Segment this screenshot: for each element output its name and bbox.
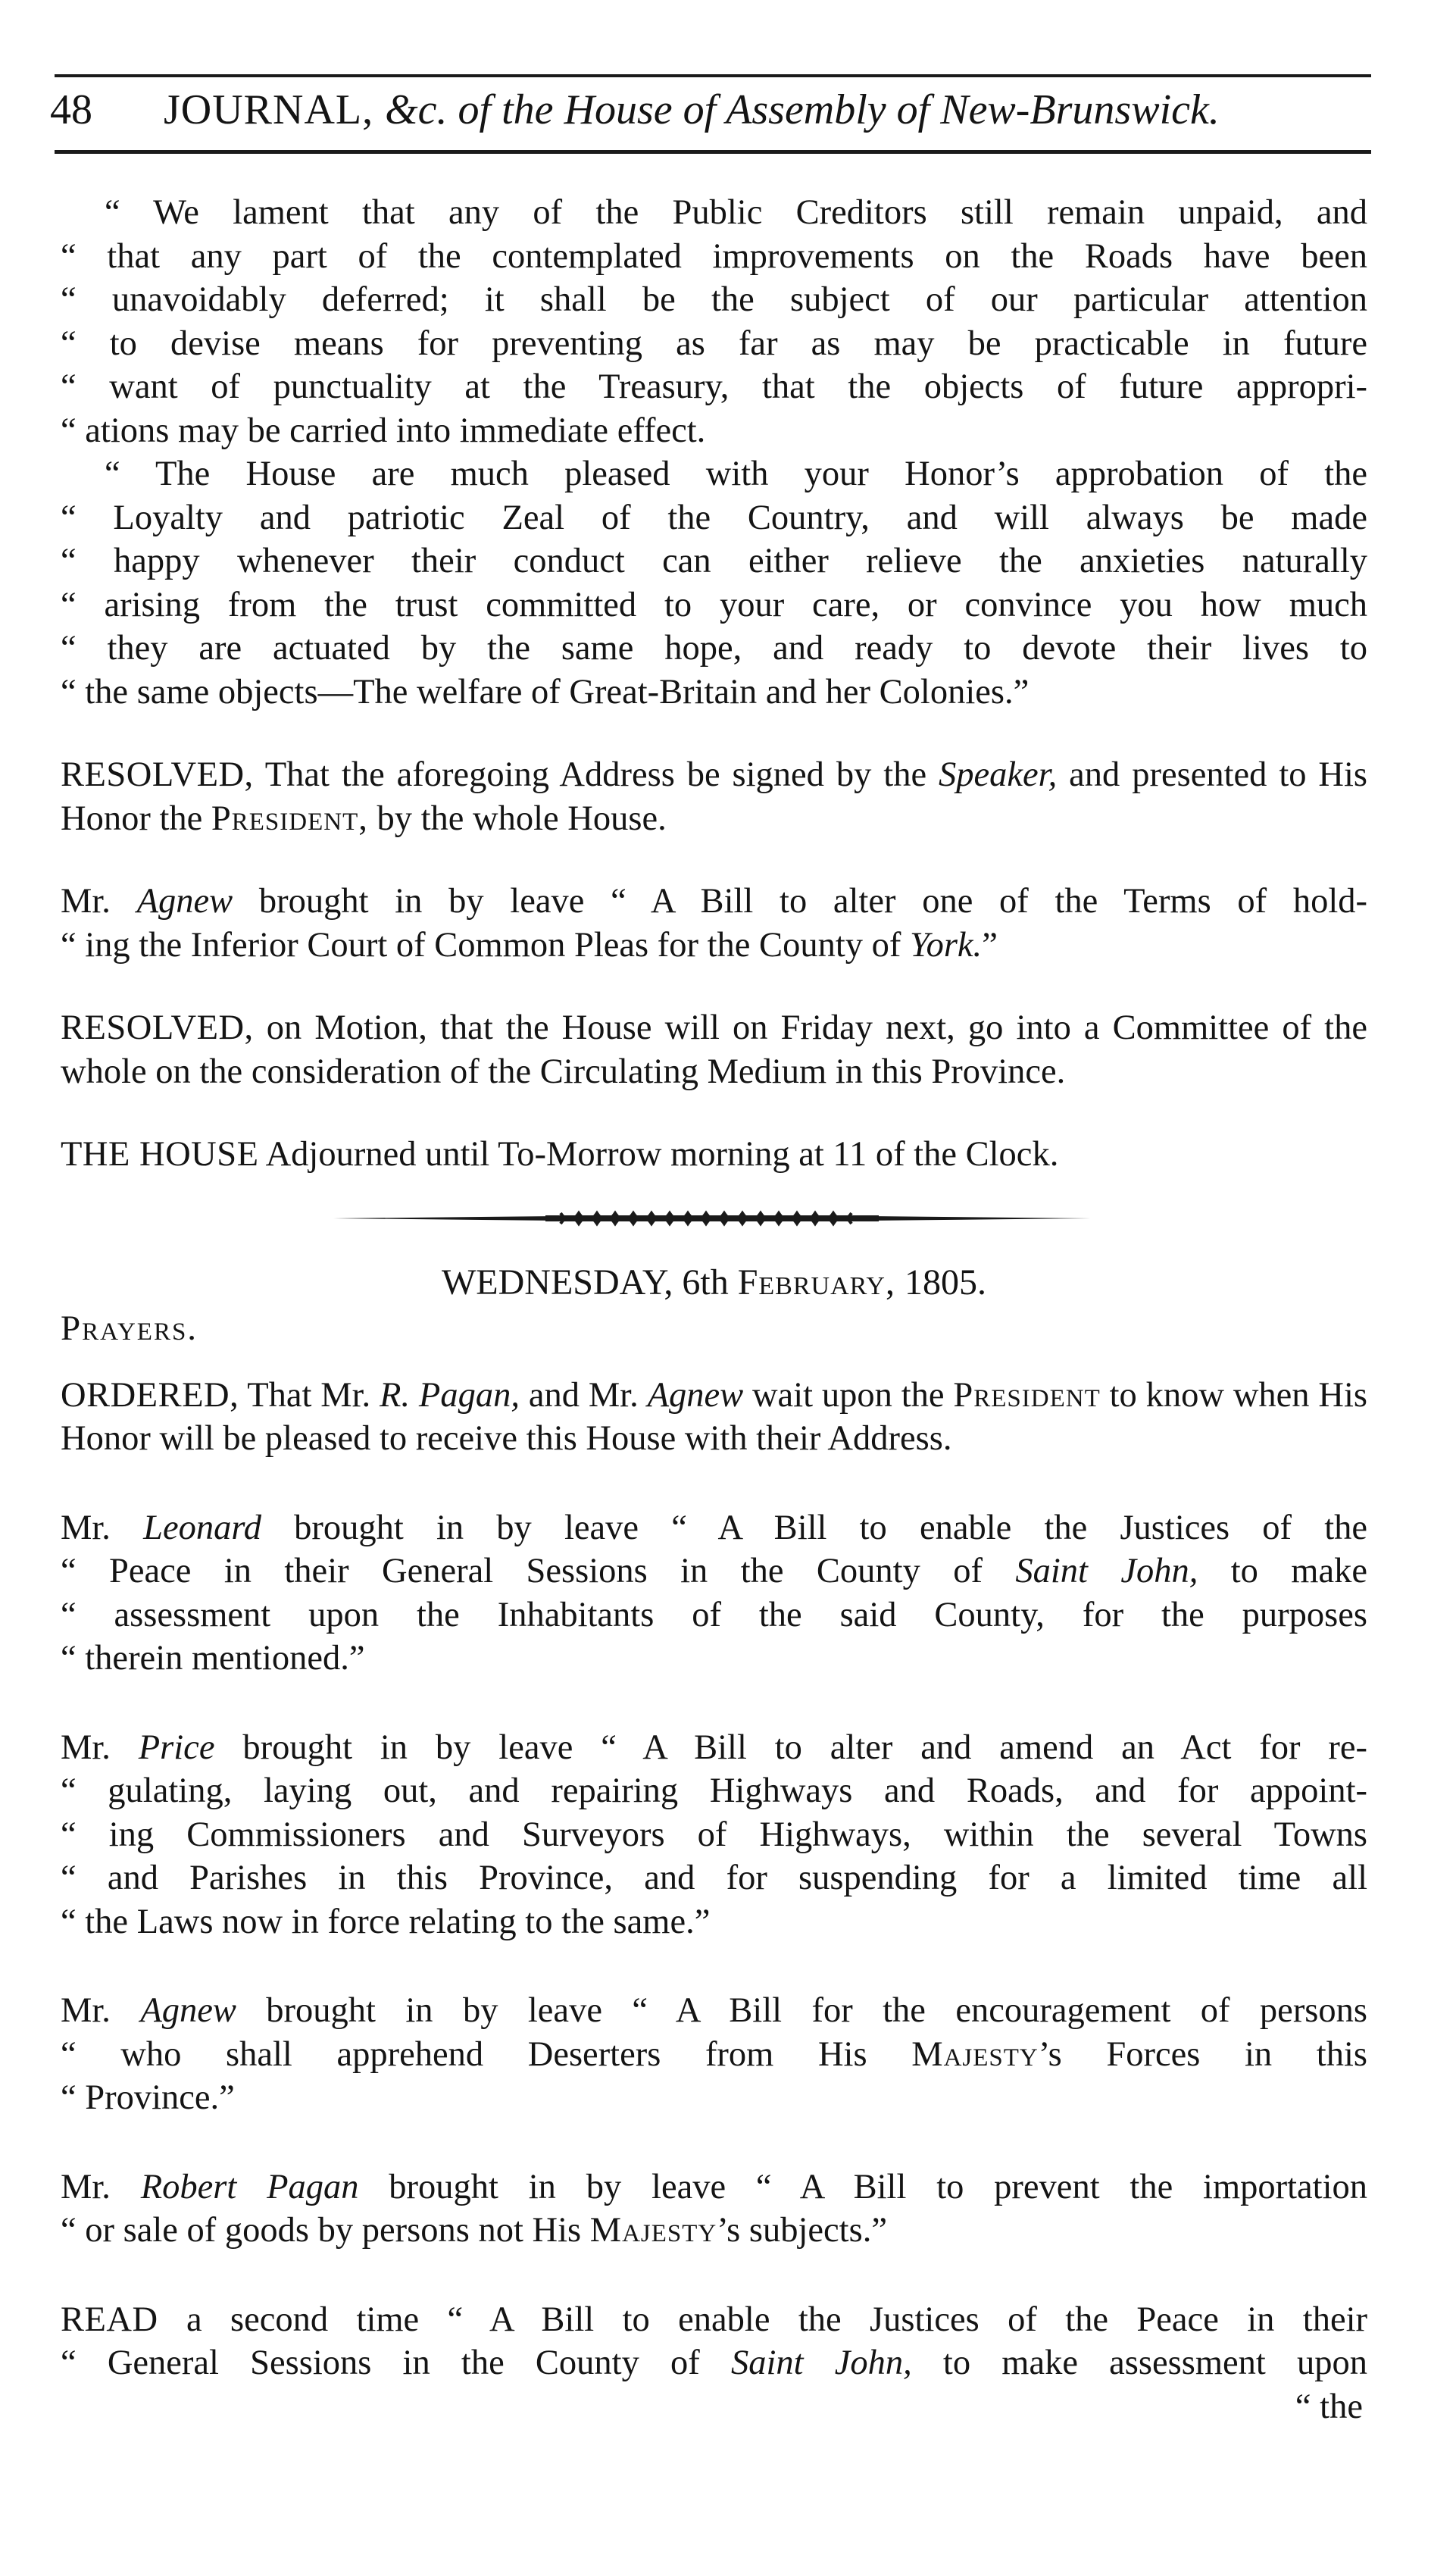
member-name: Agnew xyxy=(136,882,233,921)
county-name: Saint John, xyxy=(730,2344,912,2382)
address-line: “ they are actuated by the same hope, and ready to devote their lives to xyxy=(61,629,1367,668)
member-name: R. Pagan, xyxy=(380,1375,520,1415)
member-name: Agnew xyxy=(140,1991,236,2030)
address-line: “ The House are much pleased with your Honor’s approbation of the xyxy=(105,455,1367,493)
address-line: “ the same objects—The welfare of Great-Britain and her Colonies.” xyxy=(61,672,1030,711)
president-title: President xyxy=(953,1375,1101,1415)
page-body xyxy=(61,191,1367,2428)
header-title-italic: &c. of the House of Assembly of New-Brunswick. xyxy=(385,86,1220,133)
address-line: “ that any part of the contemplated improvements on the Roads have been xyxy=(61,236,1367,276)
entry-lead-word: READ xyxy=(61,2300,158,2339)
ordered-entry: ORDERED, That Mr. R. Pagan, and Mr. Agnew wait upon the President to know when His Honor will be pleased to receive this House with their Address. xyxy=(61,1375,1367,1458)
county-name: Saint John, xyxy=(1015,1552,1198,1590)
address-line: “ want of punctuality at the Treasury, that the objects of future appropri- xyxy=(61,367,1367,406)
entry-lead-word: THE HOUSE xyxy=(61,1135,259,1174)
sitting-date-heading: WEDNESDAY, 6th February, 1805. xyxy=(442,1262,986,1302)
rope-ornament-divider xyxy=(333,1207,1091,1230)
page-number: 48 xyxy=(50,86,92,133)
agnew-york-bill-entry: Mr. Agnew brought in by leave “ A Bill to alter one of the Terms of hold- “ ing the Inferior Court of Common Pleas for the County of York.” xyxy=(61,882,1367,965)
address-line: “ We lament that any of the Public Creditors still remain unpaid, and xyxy=(105,193,1367,232)
member-name: Leonard xyxy=(143,1508,261,1547)
county-name: York. xyxy=(909,925,983,965)
address-line: “ to devise means for preventing as far as may be practicable in future xyxy=(61,324,1367,363)
entry-lead-word: ORDERED, xyxy=(61,1375,239,1415)
catchword: “ the xyxy=(1295,2387,1363,2426)
adjournment-entry: THE HOUSE Adjourned until To-Morrow morning at 11 of the Clock. xyxy=(61,1135,1059,1174)
header-bottom-rule xyxy=(55,150,1371,154)
header-title-roman: JOURNAL, xyxy=(164,86,386,133)
member-name: Price xyxy=(138,1728,215,1767)
running-header xyxy=(50,80,1376,140)
address-line: “ arising from the trust committed to your care, or convince you how much xyxy=(61,585,1367,624)
header-top-rule xyxy=(55,74,1371,77)
member-name: Agnew xyxy=(647,1375,744,1415)
agnew-deserters-bill-entry: Mr. Agnew brought in by leave “ A Bill for the encouragement of persons “ who shall apprehend Deserters from His Majesty’s Forces in this “ Province.” xyxy=(61,1991,1367,2117)
price-bill-entry: Mr. Price brought in by leave “ A Bill to alter and amend an Act for re- “ gulating, laying out, and repairing Highways and Roads, and for appoint- “ ing Commissioners and Surveyors of Highways, within the several Towns “ and Parishes in this Province, and for suspending for a limited time all “ the Laws now in force relating to the same.” xyxy=(61,1728,1367,1941)
robert-pagan-bill-entry: Mr. Robert Pagan brought in by leave “ A Bill to prevent the importation “ or sale of goods by persons not His Majesty’s subjects.” xyxy=(61,2167,1368,2250)
entry-lead-word: RESOLVED, xyxy=(61,755,254,794)
resolved-committee-entry: RESOLVED, on Motion, that the House will on Friday next, go into a Committee of the whole on the consideration of the Circulating Medium in this Province. xyxy=(61,1009,1367,1091)
speaker-name: Speaker, xyxy=(939,755,1058,794)
resolved-address-entry: RESOLVED, That the aforegoing Address be signed by the Speaker, and presented to His Honor the President, by the whole House. xyxy=(61,755,1368,838)
read-second-time-entry: READ a second time “ A Bill to enable the Justices of the Peace in their “ General Sessions in the County of Saint John, to make assessment upon “ the xyxy=(61,2298,1367,2429)
address-line: “ ations may be carried into immediate effect. xyxy=(61,411,706,450)
prayers-heading: Prayers. xyxy=(61,1308,198,1348)
address-quotation xyxy=(61,191,1367,714)
president-title: President, xyxy=(211,799,368,838)
address-line: “ Loyalty and patriotic Zeal of the Country, and will always be made xyxy=(61,498,1367,537)
address-line: “ unavoidably deferred; it shall be the subject of our particular attention xyxy=(61,280,1367,319)
leonard-bill-entry: Mr. Leonard brought in by leave “ A Bill to enable the Justices of the “ Peace in their General Sessions in the County of Saint John, to make “ assessment upon the Inhabitants of the said County, for the purposes “ therein mentioned.” xyxy=(61,1508,1368,1678)
address-line: “ happy whenever their conduct can either relieve the anxieties naturally xyxy=(61,542,1367,580)
member-name: Robert Pagan xyxy=(140,2167,359,2206)
entry-lead-word: RESOLVED, xyxy=(61,1009,254,1047)
